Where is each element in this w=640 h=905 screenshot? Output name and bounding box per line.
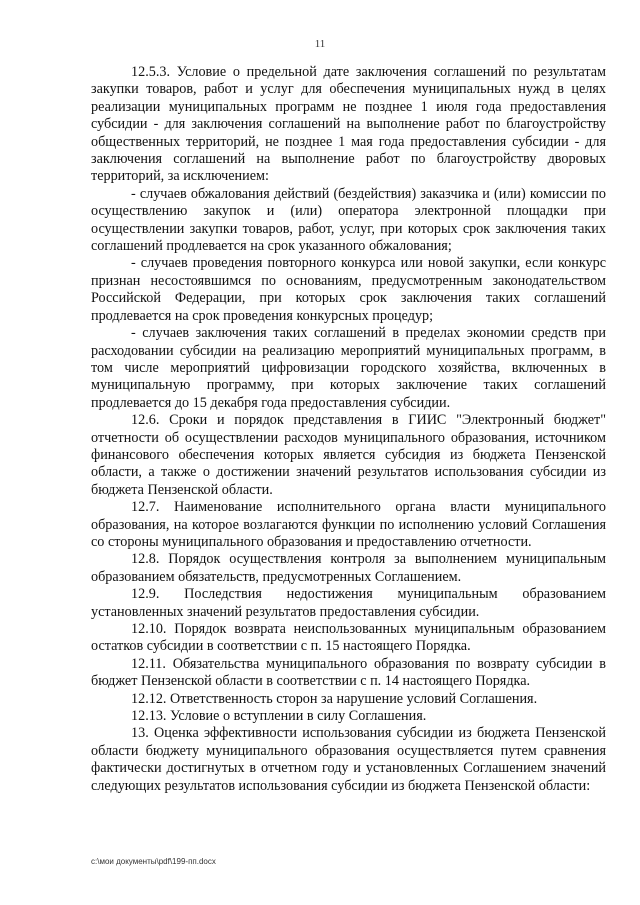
paragraph-12-7: 12.7. Наименование исполнительного органа власти муниципального образования, на которое возлагаются функции по исполнению условий Соглашения со стороны муниципального образования и предоставлению отчетности.	[91, 499, 606, 550]
paragraph-12-12: 12.12. Ответственность сторон за нарушение условий Соглашения.	[131, 690, 538, 707]
paragraph-13: 13. Оценка эффективности использования субсидии из бюджета Пензенской области бюджету муниципального образования осуществляется путем сравнения фактически достигнутых в отчетном году и установленных Соглашением значений следующих результатов использования субсидии из бюджета Пензенской области:	[91, 725, 606, 794]
paragraph-12-13: 12.13. Условие о вступлении в силу Соглашения.	[131, 708, 427, 725]
paragraph-12-8: 12.8. Порядок осуществления контроля за выполнением муниципальным образованием обязательств, предусмотренных Соглашением.	[91, 551, 606, 585]
exception-repeat-tender: - случаев проведения повторного конкурса или новой закупки, если конкурс признан несостоявшимся по основаниям, предусмотренным законодательством Российской Федерации, при которых срок заключения таких соглашений продлевается на срок проведения конкурсных процедур;	[91, 255, 606, 324]
paragraph-12-9: 12.9. Последствия недостижения муниципальным образованием установленных значений результатов предоставления субсидии.	[91, 586, 606, 620]
exception-savings: - случаев заключения таких соглашений в пределах экономии средств при расходовании субсидии на реализацию мероприятий муниципальных программ, в том числе мероприятий цифровизации городского хозяйства, включенных в муниципальную программу, при которых заключение таких соглашений продлевается до 15 декабря года предоставления субсидии.	[91, 325, 606, 411]
document-body	[91, 64, 606, 795]
paragraph-12-11: 12.11. Обязательства муниципального образования по возврату субсидии в бюджет Пензенской области в соответствии с п. 14 настоящего Порядка.	[91, 655, 606, 690]
footer-file-path: c:\мои документы\pdf\199-пп.docx	[91, 857, 216, 866]
paragraph-12-10: 12.10. Порядок возврата неиспользованных муниципальным образованием остатков субсидии в соответствии с п. 15 настоящего Порядка.	[91, 621, 606, 655]
paragraph-12-6: 12.6. Сроки и порядок представления в ГИИС "Электронный бюджет" отчетности об осуществлении расходов муниципального образования, источником финансового обеспечения которых является субсидия из бюджета Пензенской области, а также о достижении значений результатов использования субсидии из бюджета Пензенской области.	[91, 412, 606, 498]
exception-appeal: - случаев обжалования действий (бездействия) заказчика и (или) комиссии по осуществлению закупок и (или) оператора электронной площадки при осуществлении закупки товаров, работ, услуг, при которых срок заключения таких соглашений продлевается на срок указанного обжалования;	[91, 185, 606, 255]
page-number: 11	[314, 38, 326, 50]
paragraph-12-5-3: 12.5.3. Условие о предельной дате заключения соглашений по результатам закупки товаров, работ и услуг для обеспечения муниципальных нужд в целях реализации муниципальных программ не позднее 1 июля года предоставления субсидии - для заключения соглашений на выполнение работ по благоустройству общественных территорий, не позднее 1 мая года предоставления субсидии - для заключения соглашений на выполнение работ по благоустройству дворовых территорий, за исключением:	[91, 64, 606, 185]
